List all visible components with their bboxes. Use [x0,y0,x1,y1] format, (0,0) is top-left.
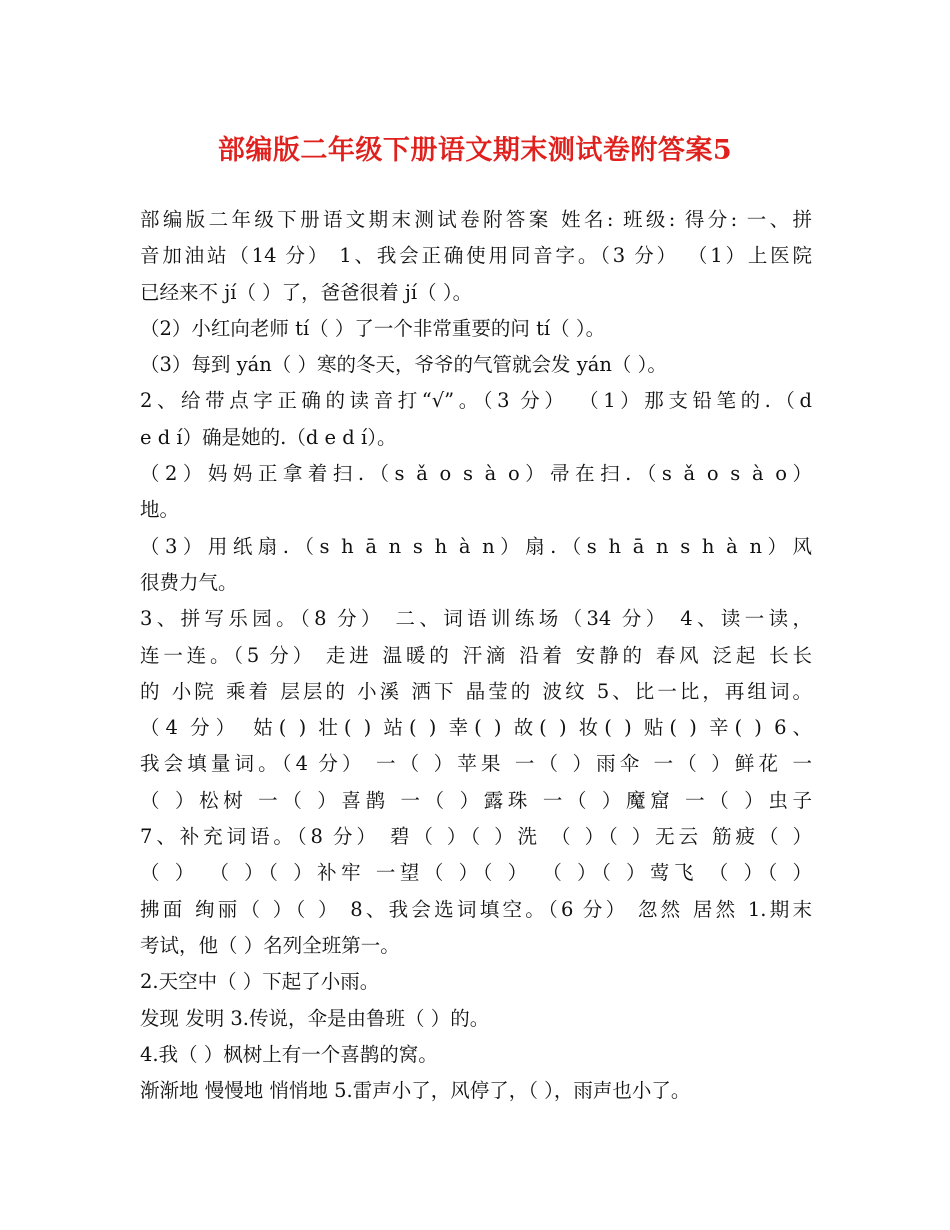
text-line: 我会填量词。（4 分） 一（ ）苹果 一（ ）雨伞 一（ ）鲜花 一 [140,752,812,776]
text-line: 地。 [140,498,180,522]
text-line: 发现 发明 3.传说，伞是由鲁班（ ）的。 [140,1006,490,1030]
text-line: 考试，他（ ）名列全班第一。 [140,933,400,957]
text-line: 的 小院 乘着 层层的 小溪 洒下 晶莹的 波纹 5、比一比，再组词。 [140,679,812,703]
text-line: 2.天空中（ ）下起了小雨。 [140,970,380,994]
document-body [140,202,812,1109]
text-line: 7、补充词语。（8 分） 碧（ ）（ ）洗 （ ）（ ）无云 筋疲（ ） [140,825,812,849]
text-line: 2、给带点字正确的读音打“√”。（3 分） （1）那支铅笔的.（d [140,389,812,413]
text-line: 4.我（ ）枫树上有一个喜鹊的窝。 [140,1042,438,1066]
text-line: 拂面 绚丽（ ）（ ） 8、我会选词填空。（6 分） 忽然 居然 1.期末 [140,897,812,921]
text-line: 连一连。（5 分） 走进 温暖的 汗滴 沿着 安静的 春风 泛起 长长 [140,643,812,667]
text-line: （2）小红向老师 tí（ ）了一个非常重要的问 tí（ ）。 [140,316,606,340]
text-line: （3）用纸扇.（s h ā n s h à n）扇.（s h ā n s h à n）风 [140,534,812,558]
page-title: 部编版二年级下册语文期末测试卷附答案5 [217,135,733,166]
text-line: （ ）松树 一（ ）喜鹊 一（ ）露珠 一（ ）魔窟 一（ ）虫子 [140,788,812,812]
text-line: 渐渐地 慢慢地 悄悄地 5.雷声小了，风停了，（ ），雨声也小了。 [140,1079,691,1103]
text-line: e d í）确是她的.（d e d í）。 [140,425,397,449]
text-line: 已经来不 jí（ ）了，爸爸很着 jí（ ）。 [140,280,473,304]
text-line: （ ） （ ）（ ）补牢 一望（ ）（ ） （ ）（ ）莺飞 （ ）（ ） [140,861,812,885]
text-line: 很费力气。 [140,570,238,594]
text-line: （3）每到 yán（ ）寒的冬天，爷爷的气管就会发 yán（ ）。 [140,353,667,377]
text-line: 部编版二年级下册语文期末测试卷附答案 姓名: 班级: 得分: 一、拼 [140,208,812,231]
text-line: （2）妈妈正拿着扫.（s ǎ o s à o）帚在扫.（s ǎ o s à o） [140,462,812,486]
text-line: 音加油站（14 分） 1、我会正确使用同音字。（3 分） （1）上医院 [140,244,812,268]
text-line: （4 分） 姑( ) 壮( ) 站( ) 幸( ) 故( ) 妆( ) 贴( ) 辛( ) 6、 [140,716,812,740]
text-line: 3、拼写乐园。（8 分） 二、词语训练场（34 分） 4、读一读， [140,607,812,631]
